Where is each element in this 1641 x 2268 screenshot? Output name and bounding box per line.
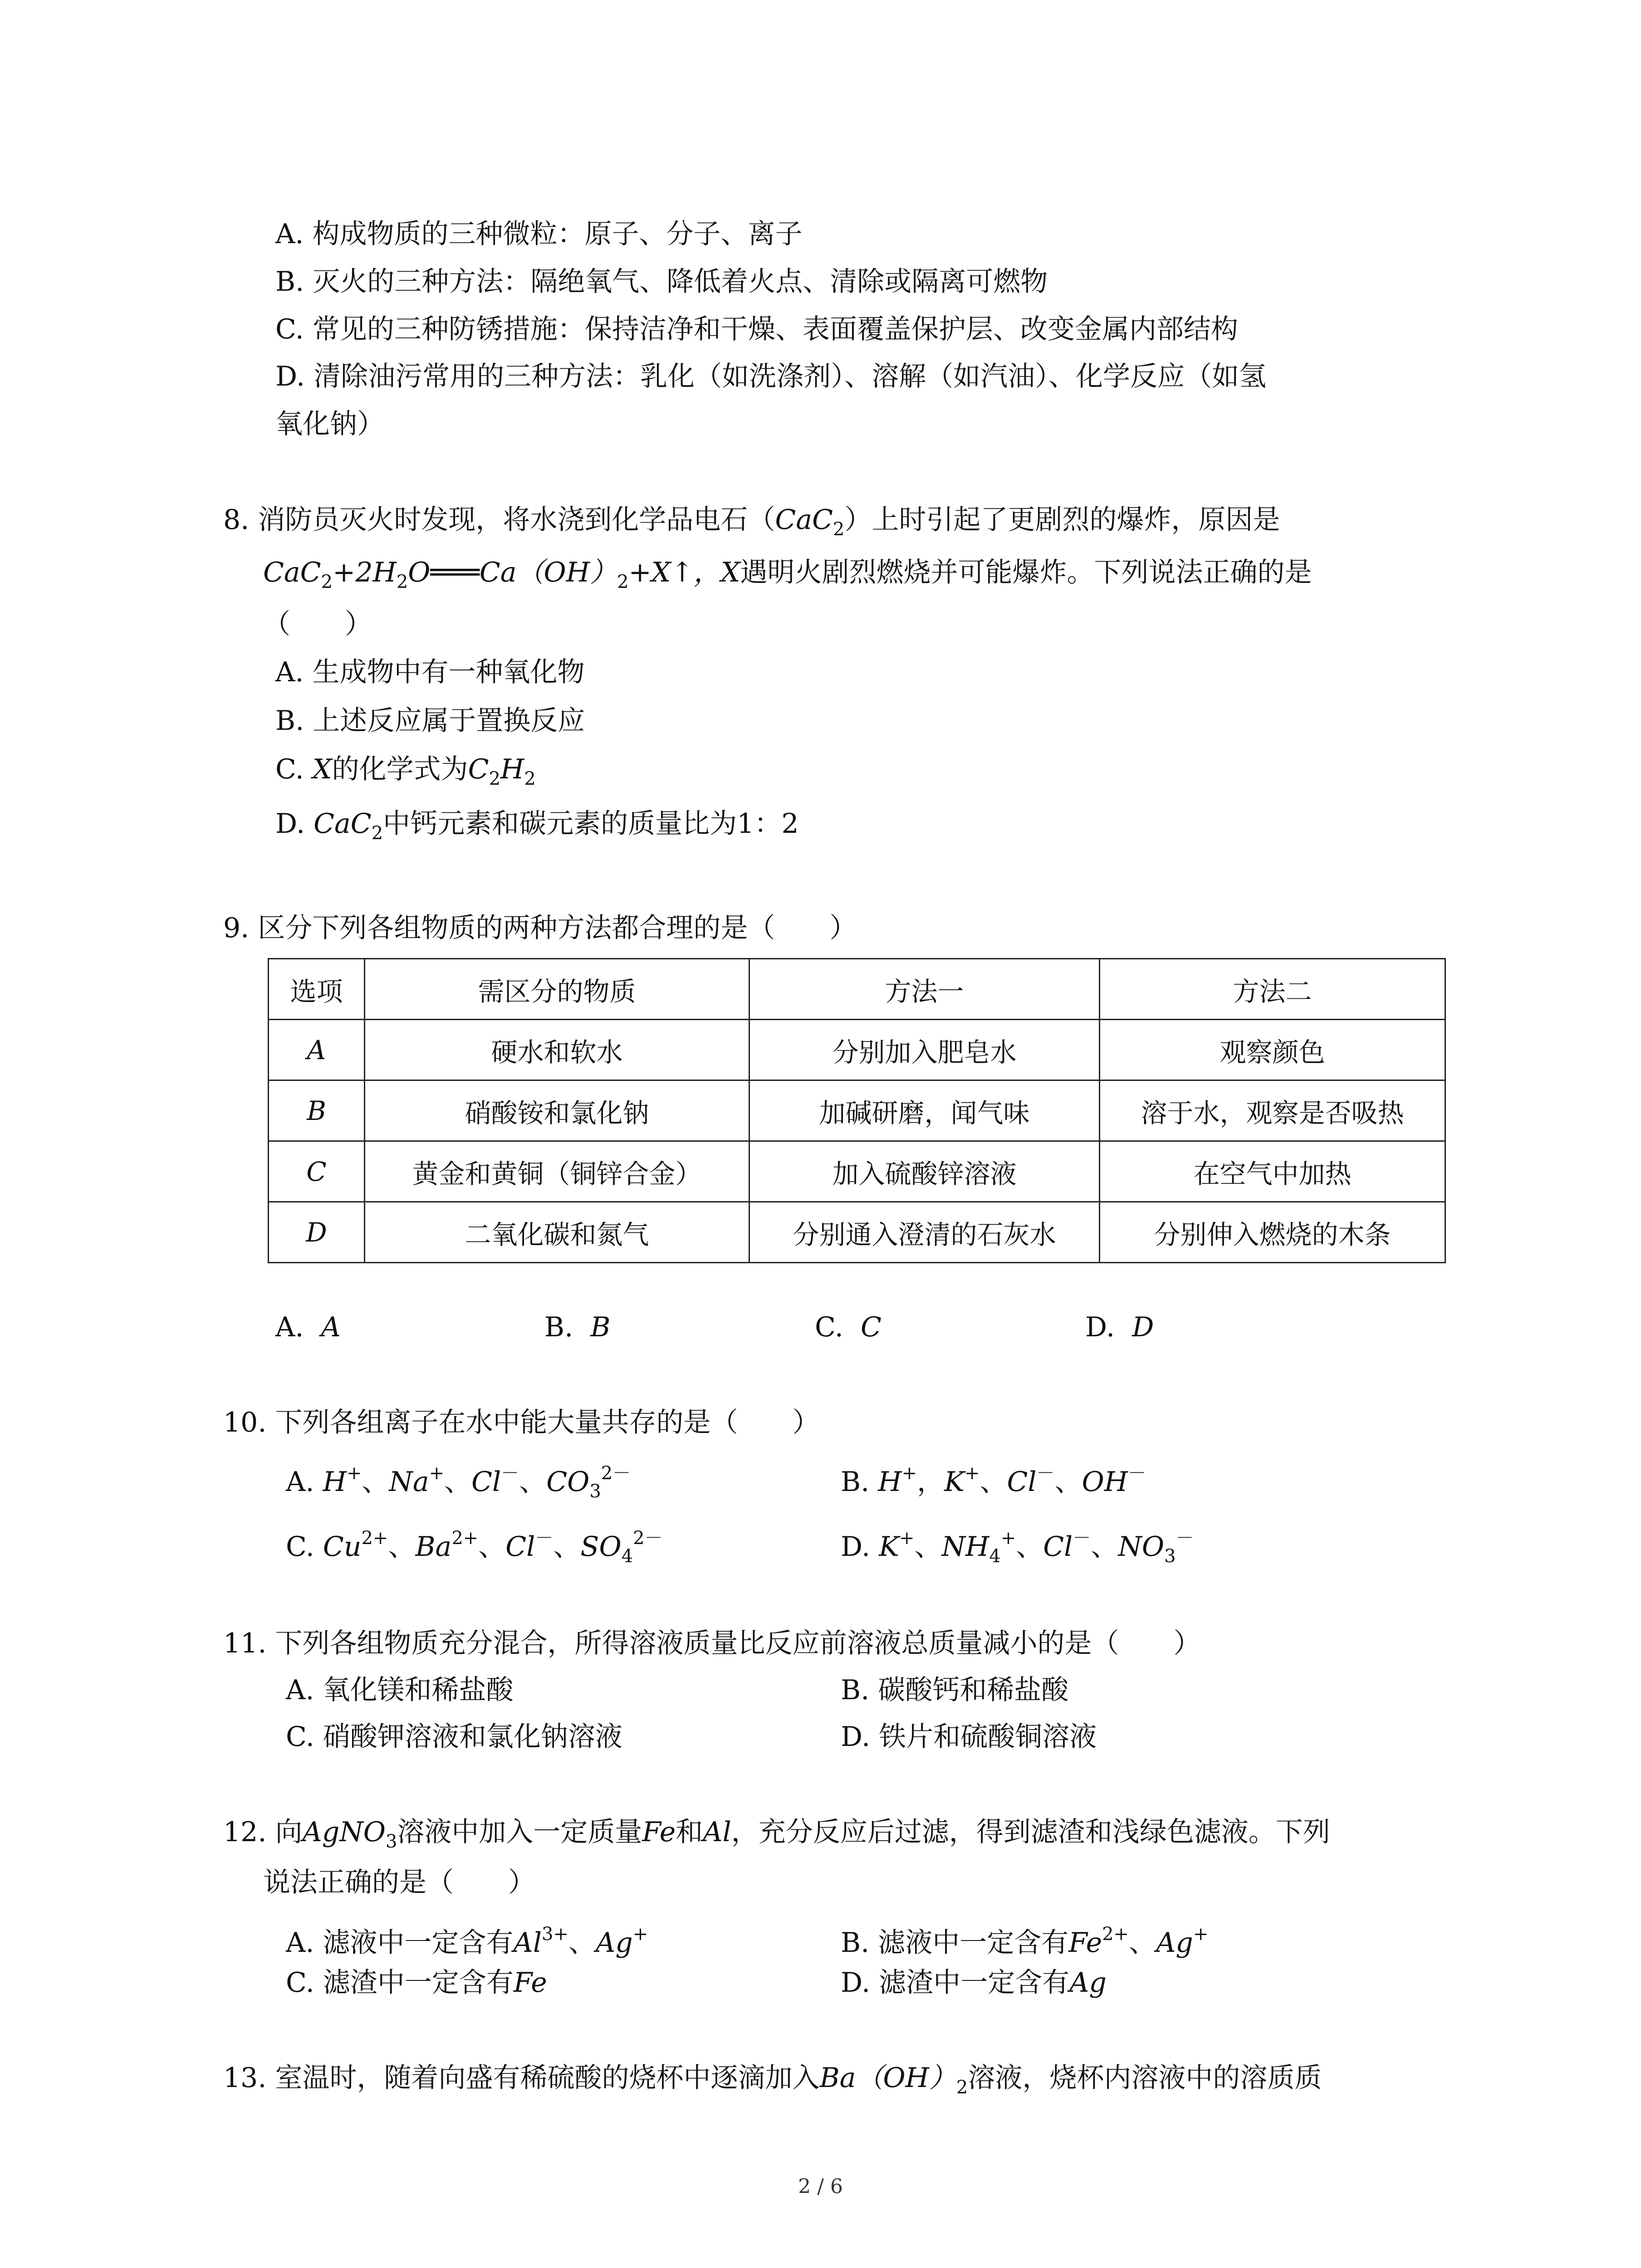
- q9-option-a: [275, 1311, 341, 1344]
- table-cell: B: [269, 1080, 365, 1141]
- stem-text: 13. 室温时，随着向盛有稀硫酸的烧杯中逐滴加入: [223, 2062, 820, 2094]
- q8-stem-text-2: ）上时引起了更剧烈的爆炸，原因是: [844, 504, 1280, 536]
- table-cell: 硬水和软水: [365, 1020, 749, 1080]
- table-header-row: [269, 959, 1445, 1020]
- charge: －: [1073, 1528, 1091, 1549]
- ion: Fe: [1068, 1927, 1102, 1959]
- table-cell: 加碱研磨，闻气味: [749, 1080, 1100, 1141]
- opt-value: B: [590, 1311, 611, 1343]
- charge: －: [1128, 1463, 1146, 1484]
- sep: 、: [553, 1531, 581, 1563]
- charge: 2－: [633, 1528, 663, 1549]
- ion: SO: [580, 1531, 622, 1563]
- q7-option-a: A. 构成物质的三种微粒：原子、分子、离子: [275, 218, 803, 250]
- charge: 2+: [451, 1528, 479, 1549]
- opt-label: C.: [815, 1311, 843, 1343]
- q10-option-c: [286, 1522, 663, 1573]
- subscript: 2: [956, 2077, 968, 2098]
- q9-table: [268, 958, 1446, 1263]
- stem-text: ，充分反应后过滤，得到滤渣和浅绿色滤液。下列: [731, 1816, 1330, 1848]
- eq-sub: 2: [396, 572, 408, 592]
- table-cell: 加入硫酸锌溶液: [749, 1141, 1100, 1202]
- table-row: [269, 1080, 1445, 1141]
- page-number: 2 / 6: [798, 2175, 843, 2198]
- var-x: X: [312, 753, 332, 785]
- ion: K: [879, 1531, 899, 1563]
- sep: 、: [478, 1531, 506, 1563]
- sep: 、: [1054, 1466, 1082, 1498]
- sep: 、: [1091, 1531, 1118, 1563]
- q10-option-a: [286, 1457, 631, 1508]
- charge: +: [1193, 1924, 1209, 1945]
- eq-tail: 遇明火剧烈燃烧并可能爆炸。下列说法正确的是: [740, 557, 1312, 588]
- table-cell: 分别加入肥皂水: [749, 1020, 1100, 1080]
- q8-stem: [223, 503, 1280, 546]
- ion: Cl: [471, 1466, 501, 1498]
- charge: －: [1176, 1528, 1194, 1549]
- q11-stem: 11. 下列各组物质充分混合，所得溶液质量比反应前溶液总质量减小的是（ ）: [223, 1628, 1201, 1659]
- ion: H: [878, 1466, 902, 1498]
- ion: Ag: [1156, 1927, 1193, 1959]
- eq-cac: CaC: [263, 557, 321, 588]
- charge: +: [346, 1463, 362, 1484]
- formula-sub: 2: [371, 823, 383, 844]
- stem-text: 溶液中加入一定质量: [397, 1816, 642, 1848]
- q12-option-b: [841, 1918, 1208, 1959]
- opt-text: 的化学式为: [332, 753, 468, 785]
- ion: Cu: [323, 1531, 362, 1563]
- subscript: 4: [989, 1546, 1001, 1567]
- sep: 、: [568, 1927, 596, 1959]
- table-cell: 观察颜色: [1100, 1020, 1445, 1080]
- eq-sub: 2: [321, 572, 333, 592]
- opt-label: B.: [841, 1466, 878, 1498]
- table-cell: 二氧化碳和氮气: [365, 1202, 749, 1263]
- q13-stem: [223, 2062, 1322, 2104]
- opt-label: B.: [544, 1311, 573, 1343]
- table-cell: 在空气中加热: [1100, 1141, 1445, 1202]
- charge: +: [1000, 1528, 1016, 1549]
- table-cell: D: [269, 1202, 365, 1263]
- subscript: 3: [589, 1481, 601, 1502]
- charge: +: [899, 1528, 915, 1549]
- table-header-cell: 选项: [269, 959, 365, 1020]
- q12-stem-line2: 说法正确的是（ ）: [263, 1867, 535, 1898]
- charge: +: [632, 1924, 648, 1945]
- ion: Ag: [595, 1927, 633, 1959]
- sep: 、: [444, 1466, 472, 1498]
- q9-option-d: [1085, 1311, 1154, 1344]
- q9-option-b: [544, 1311, 610, 1344]
- charge: －: [501, 1463, 519, 1484]
- formula-c: C: [468, 753, 489, 785]
- q8-option-c: [275, 753, 536, 795]
- ion: Cl: [505, 1531, 535, 1563]
- ion: CO: [546, 1466, 590, 1498]
- stem-text: 和: [676, 1816, 703, 1848]
- eq-x-var: X: [720, 557, 740, 588]
- table-cell: C: [269, 1141, 365, 1202]
- subscript: 3: [1164, 1546, 1176, 1567]
- q7-option-c: C. 常见的三种防锈措施：保持洁净和干燥、表面覆盖保护层、改变金属内部结构: [275, 313, 1238, 345]
- formula-agno3: AgNO: [302, 1816, 386, 1848]
- ion: OH: [1082, 1466, 1128, 1498]
- charge: 2+: [361, 1528, 388, 1549]
- formula-cac: CaC: [314, 808, 372, 840]
- q12-option-d: [841, 1966, 1107, 1999]
- table-row: [269, 1202, 1445, 1263]
- formula-fe: Fe: [642, 1816, 676, 1848]
- table-row: [269, 1020, 1445, 1080]
- q11-option-a: A. 氧化镁和稀盐酸: [286, 1674, 514, 1706]
- opt-text: B. 滤液中一定含有: [841, 1927, 1069, 1959]
- subscript: 3: [385, 1831, 397, 1852]
- q8-option-a: A. 生成物中有一种氧化物: [275, 656, 585, 688]
- ion: Ba: [415, 1531, 452, 1563]
- table-cell: A: [269, 1020, 365, 1080]
- charge: －: [535, 1528, 554, 1549]
- q10-stem: 10. 下列各组离子在水中能大量共存的是（ ）: [223, 1407, 820, 1438]
- formula-baoh2: Ba（OH）: [819, 2062, 956, 2094]
- opt-label: D.: [275, 808, 314, 840]
- table-cell: 黄金和黄铜（铜锌合金）: [365, 1141, 749, 1202]
- formula-h: H: [500, 753, 524, 785]
- charge: +: [964, 1463, 980, 1484]
- q7-option-b: B. 灭火的三种方法：隔绝氧气、降低着火点、清除或隔离可燃物: [275, 266, 1048, 298]
- table-cell: 溶于水，观察是否吸热: [1100, 1080, 1445, 1141]
- formula-al: Al: [703, 1816, 731, 1848]
- q9-stem: 9. 区分下列各组物质的两种方法都合理的是（ ）: [223, 912, 857, 944]
- opt-value: A: [321, 1311, 341, 1343]
- stem-text: 12. 向: [223, 1816, 303, 1848]
- q8-equation: [263, 556, 1312, 598]
- charge: 2+: [1102, 1924, 1129, 1945]
- sep: 、: [914, 1531, 942, 1563]
- q9-option-c: [815, 1311, 882, 1344]
- table-cell: 分别伸入燃烧的木条: [1100, 1202, 1445, 1263]
- q8-option-d: [275, 807, 799, 850]
- q10-option-b: [841, 1457, 1146, 1498]
- ion: NH: [941, 1531, 989, 1563]
- opt-label: D.: [1085, 1311, 1115, 1343]
- q12-stem: [223, 1816, 1330, 1858]
- q11-option-b: B. 碳酸钙和稀盐酸: [841, 1674, 1069, 1706]
- charge: －: [1036, 1463, 1055, 1484]
- q11-option-d: D. 铁片和硫酸铜溶液: [841, 1721, 1097, 1753]
- eq-water: +2H: [333, 557, 397, 588]
- formula-sub: 2: [524, 768, 536, 789]
- charge: 2－: [601, 1463, 631, 1484]
- sep: 、: [1016, 1531, 1043, 1563]
- opt-text: C. 滤渣中一定含有: [286, 1967, 514, 1999]
- q8-formula-cac: CaC: [775, 504, 833, 536]
- sep: 、: [980, 1466, 1007, 1498]
- formula-sub: 2: [489, 768, 501, 789]
- eq-x: +X↑，: [628, 557, 721, 588]
- opt-text: A. 滤液中一定含有: [286, 1927, 514, 1959]
- sep: 、: [388, 1531, 416, 1563]
- ion: Al: [513, 1927, 542, 1959]
- formula-fe: Fe: [513, 1967, 547, 1999]
- q8-paren: （ ）: [263, 608, 372, 640]
- sep: 、: [519, 1466, 547, 1498]
- ion: NO: [1118, 1531, 1165, 1563]
- table-header-cell: 方法二: [1100, 959, 1445, 1020]
- sep: 、: [1129, 1927, 1156, 1959]
- q8-stem-text: 8. 消防员灭火时发现，将水浇到化学品电石（: [223, 504, 775, 536]
- q8-option-b: B. 上述反应属于置换反应: [275, 705, 585, 737]
- opt-value: C: [861, 1311, 882, 1343]
- sep: ，: [917, 1466, 945, 1498]
- q7-option-d-line1: D. 清除油污常用的三种方法：乳化（如洗涤剂）、溶解（如汽油）、化学反应（如氢: [275, 361, 1267, 392]
- ion: Cl: [1007, 1466, 1037, 1498]
- ion: H: [323, 1466, 347, 1498]
- charge: +: [429, 1463, 445, 1484]
- opt-label: C.: [275, 753, 313, 785]
- q11-option-c: C. 硝酸钾溶液和氯化钠溶液: [286, 1721, 622, 1753]
- opt-label: D.: [841, 1531, 879, 1563]
- opt-label: C.: [286, 1531, 323, 1563]
- eq-equals: ═══: [430, 557, 480, 588]
- charge: +: [901, 1463, 917, 1484]
- eq-o: O: [408, 557, 431, 588]
- subscript: 4: [621, 1546, 633, 1567]
- table-row: [269, 1141, 1445, 1202]
- eq-sub: 2: [617, 572, 629, 592]
- opt-text: 中钙元素和碳元素的质量比为1：2: [383, 808, 799, 840]
- q10-option-d: [841, 1522, 1194, 1573]
- q7-option-d-line2: 氧化钠）: [275, 408, 384, 440]
- eq-caoh: Ca（OH）: [479, 557, 617, 588]
- table-cell: 硝酸铵和氯化钠: [365, 1080, 749, 1141]
- formula-ag: Ag: [1069, 1967, 1107, 1999]
- q12-option-a: [286, 1918, 648, 1959]
- q12-option-c: [286, 1966, 547, 1999]
- ion: Cl: [1043, 1531, 1073, 1563]
- opt-label: A.: [286, 1466, 323, 1498]
- table-header-cell: 需区分的物质: [365, 959, 749, 1020]
- opt-label: A.: [275, 1311, 304, 1343]
- ion: K: [944, 1466, 965, 1498]
- sep: 、: [362, 1466, 389, 1498]
- table-header-cell: 方法一: [749, 959, 1100, 1020]
- ion: Na: [389, 1466, 429, 1498]
- table-cell: 分别通入澄清的石灰水: [749, 1202, 1100, 1263]
- charge: 3+: [542, 1924, 568, 1945]
- q8-formula-sub: 2: [833, 519, 845, 540]
- opt-text: D. 滤渣中一定含有: [841, 1967, 1070, 1999]
- opt-value: D: [1132, 1311, 1154, 1343]
- stem-text: 溶液，烧杯内溶液中的溶质质: [968, 2062, 1322, 2094]
